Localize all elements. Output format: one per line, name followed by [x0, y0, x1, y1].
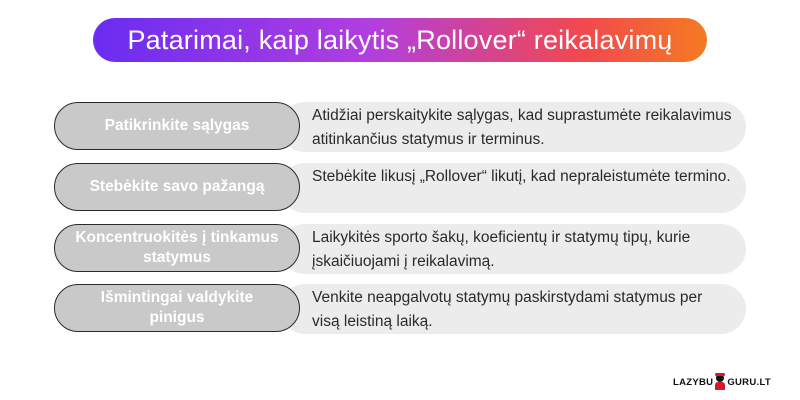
brand-logo [673, 374, 771, 390]
tip-description: Venkite neapgalvotų statymų paskirstydami statymus per visą leistiną laiką. [312, 289, 703, 330]
logo-text-left: LAZYBU [673, 376, 714, 388]
tip-description: Atidžiai perskaitykite sąlygas, kad suprastumėte reikalavimus atitinkančius statymus ir terminus. [312, 107, 732, 148]
tip-label: Stebėkite savo pažangą [54, 163, 300, 211]
tip-label: Koncentruokitės į tinkamus statymus [54, 224, 300, 272]
guru-mascot-icon [714, 374, 726, 390]
tip-row [0, 284, 800, 336]
tip-label: Išmintingai valdykite pinigus [54, 284, 300, 332]
tip-description: Stebėkite likusį „Rollover“ likutį, kad nepraleistumėte termino. [312, 168, 731, 185]
tip-row [0, 224, 800, 276]
tip-row [0, 163, 800, 215]
tip-row [0, 102, 800, 154]
tip-label: Patikrinkite sąlygas [54, 102, 300, 150]
logo-text-right: GURU.LT [727, 376, 771, 388]
tip-description: Laikykitės sporto šakų, koeficientų ir statymų tipų, kurie įskaičiuojami į reikalavimą. [312, 229, 691, 270]
page-title: Patarimai, kaip laikytis „Rollover“ reikalavimų [93, 18, 707, 62]
